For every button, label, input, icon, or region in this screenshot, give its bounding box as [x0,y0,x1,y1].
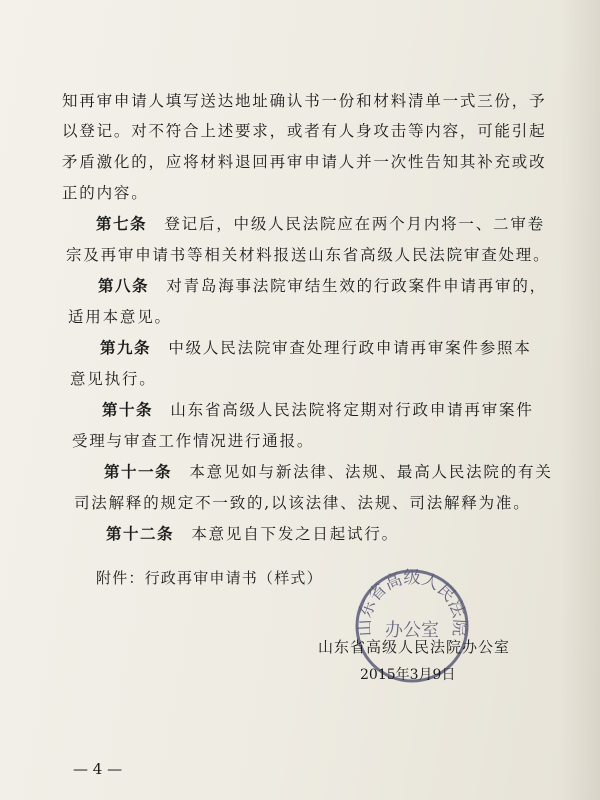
line-text: 知再审申请人填写送达地址确认书一份和材料清单一式三份，予 [62,92,547,110]
svg-text:办公室: 办公室 [385,620,439,641]
line-label: 第九条 [100,338,152,357]
svg-text:山东省高级人民法院: 山东省高级人民法院 [354,568,470,637]
text-line [106,519,600,549]
text-line [62,147,600,177]
line-text: 正的内容。 [62,184,149,202]
text-line [62,178,600,208]
line-text: 本意见如与新法律、法规、最高人民法院的有关 [172,463,553,481]
issue-date: 2015年3月9日 [360,667,456,683]
line-text: 意见执行。 [70,370,157,388]
text-line [74,488,600,518]
text-line [72,426,600,456]
line-text: 受理与审查工作情况进行通报。 [72,432,315,450]
text-line [68,302,600,332]
line-text: 中级人民法院审查处理行政申请再审案件参照本 [151,339,532,357]
text-line [66,240,600,270]
line-text: 以登记。对不符合上述要求，或者有人身攻击等内容，可能引起 [62,122,547,140]
line-label: 第七条 [96,214,148,233]
text-line [62,116,600,146]
line-text: 登记后，中级人民法院应在两个月内将一、二审卷 [147,215,545,233]
line-label: 第十一条 [104,462,173,481]
text-line [100,333,600,363]
line-label: 第十二条 [106,524,175,543]
line-text: 适用本意见。 [68,308,172,326]
line-label: 第八条 [98,276,150,295]
text-line [96,209,600,239]
line-label: 第十条 [102,400,154,419]
issuer-signature: 山东省高级人民法院办公室 [318,638,511,656]
line-text: 宗及再审申请书等相关材料报送山东省高级人民法院审查处理。 [66,246,551,264]
text-line [70,364,600,394]
line-text: 对青岛海事法院审结生效的行政案件申请再审的， [149,277,547,295]
page-number: — 4 — [73,760,123,778]
text-line [62,86,600,116]
line-text: 司法解释的规定不一致的,以该法律、法规、司法解释为准。 [74,494,531,512]
line-text: 矛盾激化的，应将材料退回再审申请人并一次性告知其补充或改 [62,153,547,171]
text-line [102,395,600,425]
line-text: 山东省高级人民法院将定期对行政申请再审案件 [153,401,534,419]
text-line [104,457,600,487]
text-line [98,271,600,301]
attachment-note: 附件：行政再审申请书（样式） [96,569,323,587]
line-text: 本意见自下发之日起试行。 [174,525,399,543]
